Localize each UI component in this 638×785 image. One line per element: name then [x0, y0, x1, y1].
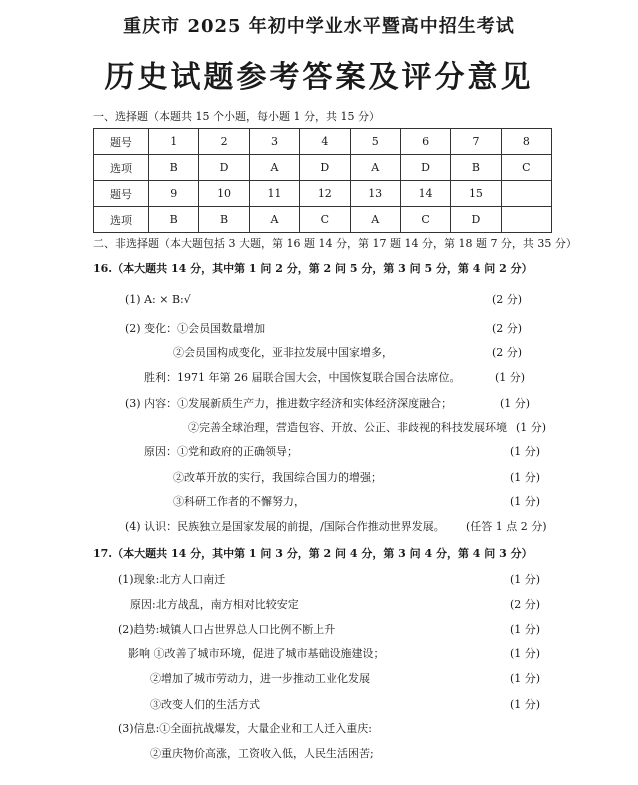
q16-score: (2 分) — [492, 346, 523, 359]
answer-cell: A — [350, 207, 400, 233]
section2-heading: 二、非选择题（本大题包括 3 大题，第 16 题 14 分，第 17 题 14 分，第 18 题 7 分，共 35 分） — [93, 237, 577, 250]
q17-score: (1 分) — [510, 573, 541, 586]
answer-cell: A — [249, 207, 299, 233]
q16-answer-line: (4) 认识：民族独立是国家发展的前提，/国际合作推动世界发展。 — [125, 520, 445, 533]
answer-cell: C — [501, 155, 551, 181]
q17-score: (1 分) — [510, 623, 541, 636]
question-number: 2 — [199, 129, 249, 155]
q17-answer-line: ③改变人们的生活方式 — [150, 698, 260, 711]
table-row — [94, 207, 552, 233]
q16-answer-line: 原因：①党和政府的正确领导； — [144, 445, 298, 458]
q17-answer-line: 原因:北方战乱，南方相对比较安定 — [130, 598, 299, 611]
question-number: 13 — [350, 181, 400, 207]
row-label-answer: 选项 — [94, 155, 149, 181]
q16-score: (1 分) — [510, 471, 541, 484]
exam-title: 重庆市 2025 年初中学业水平暨高中招生考试 — [123, 16, 515, 37]
section1-heading: 一、选择题（本题共 15 个小题，每小题 1 分，共 15 分） — [93, 110, 380, 123]
q16-answer-line: ③科研工作者的不懈努力， — [173, 495, 305, 508]
question-number: 8 — [501, 129, 551, 155]
row-label-question: 题号 — [94, 129, 149, 155]
q17-score: (1 分) — [510, 672, 541, 685]
question-number: 6 — [400, 129, 450, 155]
q17-answer-line: (1)现象:北方人口南迁 — [118, 573, 226, 586]
q16-answer-line: (2) 变化：①会员国数量增加 — [125, 322, 266, 335]
answer-cell: C — [400, 207, 450, 233]
answer-cell: D — [199, 155, 249, 181]
q16-score: (1 分) — [510, 495, 541, 508]
q16-score: (1 分) — [510, 445, 541, 458]
row-label-question: 题号 — [94, 181, 149, 207]
answer-cell: B — [149, 155, 199, 181]
q16-score: (1 分) — [516, 421, 547, 434]
q16-answer-line: (1) A: × B:√ — [125, 293, 191, 306]
answer-cell: A — [249, 155, 299, 181]
q16-score: (1 分) — [495, 371, 526, 384]
q16-heading: 16.（本大题共 14 分，其中第 1 问 2 分，第 2 问 5 分，第 3 问 5 分，第 4 问 2 分） — [93, 262, 533, 275]
answer-cell: B — [149, 207, 199, 233]
q16-score: (1 分) — [500, 397, 531, 410]
question-number: 10 — [199, 181, 249, 207]
table-row — [94, 129, 552, 155]
q16-score: (2 分) — [492, 322, 523, 335]
question-number: 15 — [451, 181, 501, 207]
answer-table — [93, 128, 552, 233]
question-number: 5 — [350, 129, 400, 155]
table-row — [94, 155, 552, 181]
answer-cell: D — [451, 207, 501, 233]
q17-score: (1 分) — [510, 647, 541, 660]
question-number: 3 — [249, 129, 299, 155]
question-number: 4 — [300, 129, 350, 155]
question-number — [501, 181, 551, 207]
question-number: 14 — [400, 181, 450, 207]
q16-answer-line: ②改革开放的实行，我国综合国力的增强； — [173, 471, 382, 484]
q16-score: (2 分) — [492, 293, 523, 306]
q17-answer-line: (3)信息:①全面抗战爆发，大量企业和工人迁入重庆: — [118, 722, 372, 735]
answer-cell: A — [350, 155, 400, 181]
question-number: 1 — [149, 129, 199, 155]
question-number: 9 — [149, 181, 199, 207]
q16-answer-line: ②完善全球治理，营造包容、开放、公正、非歧视的科技发展环境 — [188, 421, 507, 434]
answer-cell: B — [451, 155, 501, 181]
row-label-answer: 选项 — [94, 207, 149, 233]
q17-score: (1 分) — [510, 698, 541, 711]
answer-cell: B — [199, 207, 249, 233]
q16-answer-line: 胜利：1971 年第 26 届联合国大会，中国恢复联合国合法席位。 — [144, 371, 461, 384]
answer-cell: D — [300, 155, 350, 181]
answer-cell: D — [400, 155, 450, 181]
answer-cell — [501, 207, 551, 233]
document-title: 历史试题参考答案及评分意见 — [104, 60, 534, 95]
q16-score: (任答 1 点 2 分) — [466, 520, 547, 533]
question-number: 12 — [300, 181, 350, 207]
answer-cell: C — [300, 207, 350, 233]
q17-answer-line: 影响 ①改善了城市环境，促进了城市基础设施建设； — [128, 647, 385, 660]
q17-score: (2 分) — [510, 598, 541, 611]
q16-answer-line: ②会员国构成变化，亚非拉发展中国家增多， — [173, 346, 393, 359]
q17-answer-line: ②增加了城市劳动力，进一步推动工业化发展 — [150, 672, 370, 685]
q17-heading: 17.（本大题共 14 分，其中第 1 问 3 分，第 2 问 4 分，第 3 问 4 分，第 4 问 3 分） — [93, 547, 533, 560]
q17-answer-line: ②重庆物价高涨，工资收入低，人民生活困苦; — [150, 747, 374, 760]
question-number: 7 — [451, 129, 501, 155]
table-row — [94, 181, 552, 207]
q16-answer-line: (3) 内容：①发展新质生产力，推进数字经济和实体经济深度融合； — [125, 397, 453, 410]
question-number: 11 — [249, 181, 299, 207]
q17-answer-line: (2)趋势:城镇人口占世界总人口比例不断上升 — [118, 623, 336, 636]
